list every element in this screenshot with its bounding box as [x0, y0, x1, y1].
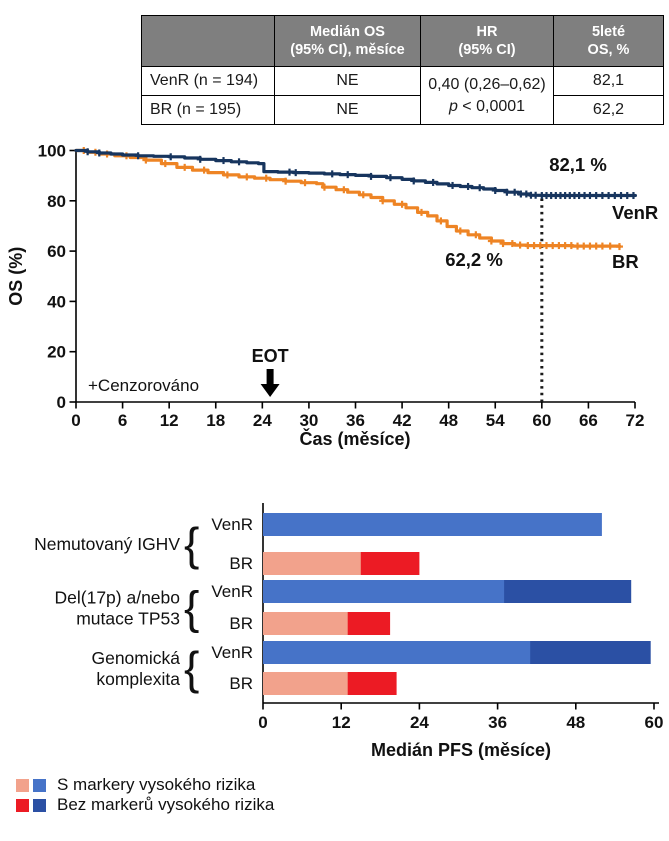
- category-brace: {: [184, 581, 200, 634]
- x-tick-label: 36: [346, 411, 365, 430]
- category-brace: {: [184, 518, 200, 570]
- category-label: Del(17p) a/nebo: [54, 587, 180, 608]
- y-tick-label: 80: [47, 191, 66, 211]
- bar-br-with-marker: [263, 552, 361, 575]
- table-header-hr: HR (95% CI): [421, 16, 554, 67]
- x-tick-label: 66: [578, 411, 598, 430]
- x-tick-label: 60: [532, 411, 552, 430]
- x-tick-label: 60: [644, 713, 664, 732]
- category-label: komplexita: [96, 669, 180, 689]
- venr-arm-label: VenR (n = 194): [142, 67, 275, 96]
- table-row-venr: [142, 67, 664, 96]
- x-tick-label: 6: [117, 411, 128, 430]
- br-5yr-annotation: 62,2 %: [445, 249, 503, 270]
- x-tick-label: 0: [258, 713, 268, 732]
- eot-label: EOT: [251, 346, 289, 366]
- category-label: mutace TP53: [76, 608, 180, 629]
- km-os-plot: [0, 135, 669, 470]
- arm-label: VenR: [211, 582, 253, 601]
- br-median-os: NE: [275, 96, 421, 125]
- category-brace: {: [184, 642, 200, 694]
- category-label: Nemutovaný IGHV: [34, 534, 180, 554]
- x-tick-label: 12: [331, 713, 351, 732]
- legend-swatch-dark-blue: [33, 799, 46, 812]
- table-header-median-os: Medián OS (95% CI), měsíce: [275, 16, 421, 67]
- x-tick-label: 42: [392, 411, 412, 430]
- arm-label: BR: [229, 614, 253, 633]
- y-tick-label: 20: [47, 342, 66, 362]
- legend-item-without-markers: [16, 796, 274, 814]
- bar-br-with-marker: [263, 672, 348, 695]
- arm-label: VenR: [211, 643, 253, 662]
- x-tick-label: 36: [488, 713, 508, 732]
- x-tick-label: 54: [485, 411, 505, 430]
- pfs-bar-chart: [0, 495, 669, 770]
- x-tick-label: 30: [299, 411, 319, 430]
- y-tick-label: 60: [47, 242, 66, 262]
- arm-label: BR: [229, 674, 253, 693]
- bar-venr-with-marker: [263, 580, 504, 603]
- table-header-empty: [142, 16, 275, 67]
- x-tick-label: 24: [409, 713, 429, 732]
- venr-curve-label: VenR: [612, 202, 659, 223]
- table-row-br: [142, 96, 664, 125]
- y-tick-label: 100: [37, 141, 66, 161]
- x-axis-title: Čas (měsíce): [299, 429, 411, 449]
- risk-marker-legend: [16, 776, 274, 816]
- venr-5yr-os: 82,1: [554, 67, 664, 96]
- x-tick-label: 18: [206, 411, 226, 430]
- x-tick-label: 48: [439, 411, 459, 430]
- os-summary-table: [141, 15, 664, 125]
- km-curve-br: [76, 151, 620, 247]
- legend-swatch-medium-blue: [33, 779, 46, 792]
- legend-swatch-salmon: [16, 779, 29, 792]
- bar-venr-with-marker: [263, 513, 602, 536]
- hazard-ratio-cell: 0,40 (0,26–0,62) p < 0,0001: [421, 67, 554, 125]
- legend-item-with-markers: [16, 776, 274, 794]
- category-label: Genomická: [91, 648, 180, 668]
- arm-label: BR: [229, 554, 253, 573]
- bar-venr-with-marker: [263, 641, 530, 664]
- br-5yr-os: 62,2: [554, 96, 664, 125]
- legend-label: S markery vysokého rizika: [57, 775, 256, 794]
- x-tick-label: 24: [252, 411, 272, 430]
- table-header-row: [142, 16, 664, 67]
- venr-median-os: NE: [275, 67, 421, 96]
- x-axis-title: Medián PFS (měsíce): [370, 740, 552, 760]
- table-header-5yr-os: 5leté OS, %: [554, 16, 664, 67]
- arm-label: VenR: [211, 515, 253, 534]
- x-tick-label: 12: [159, 411, 179, 430]
- br-curve-label: BR: [612, 251, 639, 272]
- bar-br-with-marker: [263, 612, 348, 635]
- x-tick-label: 48: [566, 713, 586, 732]
- x-tick-label: 72: [625, 411, 645, 430]
- venr-5yr-annotation: 82,1 %: [549, 154, 607, 175]
- y-axis-title: OS (%): [6, 246, 26, 306]
- censored-note: +Cenzorováno: [88, 376, 200, 395]
- br-arm-label: BR (n = 195): [142, 96, 275, 125]
- legend-swatch-red: [16, 799, 29, 812]
- x-tick-label: 0: [71, 411, 81, 430]
- eot-down-arrow-icon: [261, 369, 280, 397]
- y-tick-label: 0: [56, 393, 66, 412]
- y-tick-label: 40: [47, 292, 66, 312]
- legend-label: Bez markerů vysokého rizika: [57, 795, 275, 814]
